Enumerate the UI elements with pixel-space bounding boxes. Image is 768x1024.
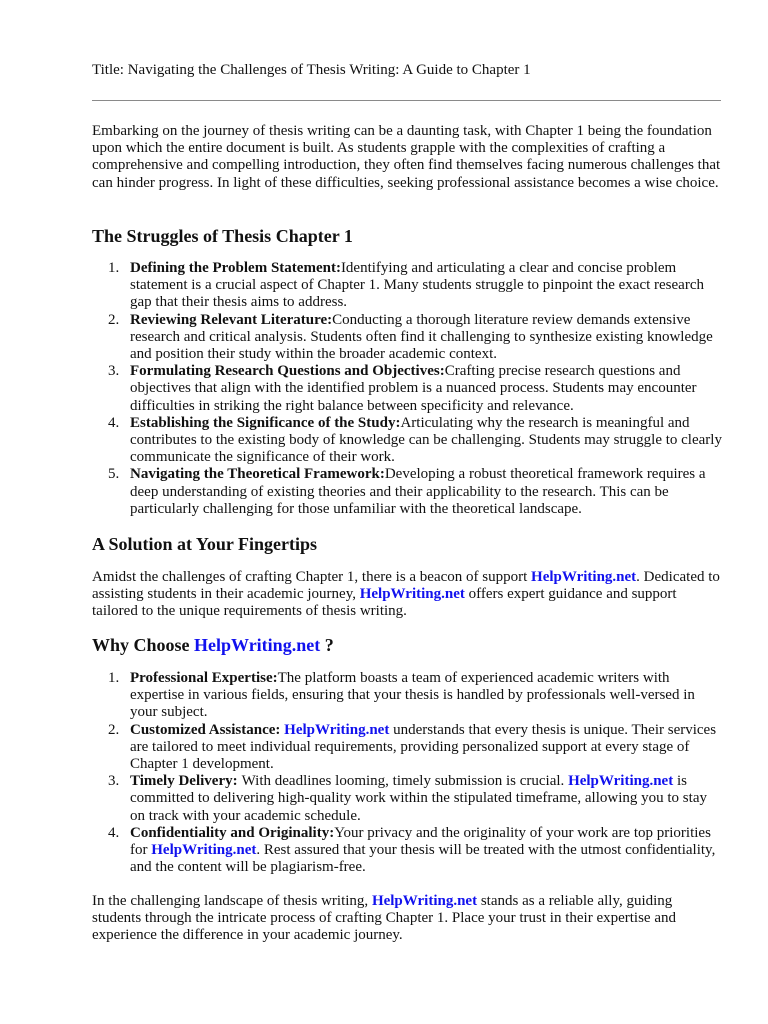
helpwriting-link[interactable]: HelpWriting.net	[531, 569, 637, 585]
item-text: Developing a robust theoretical framework requires a deep understanding of existing theories and their applicability to the research. This can be particularly challenging for those unfamiliar with the theoretical landscape.	[130, 466, 706, 517]
solution-text: . Dedicated to assisting students in their academic journey,	[92, 569, 720, 603]
list-number: 4.	[108, 414, 120, 431]
list-item	[92, 670, 722, 722]
list-number: 1.	[108, 260, 120, 276]
heading-text: Why Choose	[92, 635, 190, 655]
item-text: The platform boasts a team of experienced academic writers with expertise in various fields, ensuring that your thesis is handled by professionals well-versed in your subject.	[130, 670, 695, 721]
title-divider	[92, 100, 721, 101]
helpwriting-link[interactable]: HelpWriting.net	[371, 893, 478, 909]
item-title: Defining the Problem Statement:	[130, 260, 341, 276]
solution-text: offers expert guidance and support tailored to the unique requirements of thesis writing.	[92, 586, 677, 620]
struggles-list	[92, 260, 722, 518]
list-item	[92, 415, 722, 467]
item-text: Crafting precise research questions and objectives that align with the identified problem is a nuanced process. Students may encounter difficulties in striking the right balance between specificity and relevance.	[130, 363, 697, 414]
item-text: Conducting a thorough literature review demands extensive research and critical analysis. Students often find it challenging to synthesize existing knowledge and position their study within the broader academic context.	[130, 311, 713, 363]
list-item	[92, 722, 722, 774]
solution-heading: A Solution at Your Fingertips	[92, 534, 318, 554]
item-text: Your privacy and the originality of your work are top priorities for	[130, 824, 711, 859]
solution-paragraph	[92, 569, 722, 621]
item-text: is committed to delivering high-quality work within the stipulated timeframe, allowing you to stay on track with your academic schedule.	[130, 773, 707, 824]
item-title: Professional Expertise:	[130, 670, 278, 686]
helpwriting-link[interactable]: HelpWriting.net	[568, 773, 674, 790]
item-title: Establishing the Significance of the Study:	[130, 414, 401, 431]
list-item	[92, 312, 722, 364]
item-text: With deadlines looming, timely submission is crucial.	[241, 773, 565, 790]
document-title: Title: Navigating the Challenges of Thesis Writing: A Guide to Chapter 1	[92, 62, 531, 78]
item-title: Formulating Research Questions and Objectives:	[130, 363, 445, 380]
helpwriting-link[interactable]: HelpWriting.net	[151, 842, 257, 859]
list-item	[92, 466, 722, 518]
conclusion-paragraph	[92, 893, 722, 945]
item-text: understands that every thesis is unique. Their services are tailored to meet individual requirements, providing personalized support at every stage of Chapter 1 development.	[130, 721, 717, 773]
why-choose-list	[92, 670, 722, 876]
list-item	[92, 363, 722, 415]
helpwriting-link[interactable]: HelpWriting.net	[194, 635, 321, 655]
list-item	[92, 773, 722, 825]
item-title: Reviewing Relevant Literature:	[130, 311, 333, 328]
intro-paragraph: Embarking on the journey of thesis writing can be a daunting task, with Chapter 1 being the foundation upon which the entire document is built. As students grapple with the complexities of crafting a comprehensive and compelling introduction, they often find themselves facing numerous challenges that can hinder progress. In light of these difficulties, seeking professional assistance becomes a wise choice.	[92, 123, 721, 191]
list-number: 4.	[108, 824, 120, 841]
struggles-heading: The Struggles of Thesis Chapter 1	[92, 226, 353, 246]
conclusion-text: stands as a reliable ally, guiding students through the intricate process of crafting Chapter 1. Place your trust in their expertise and experience the difference in your academic journey.	[92, 893, 676, 944]
solution-text: Amidst the challenges of crafting Chapter 1, there is a beacon of support	[92, 569, 528, 585]
item-title: Customized Assistance:	[130, 721, 281, 738]
list-number: 2.	[108, 721, 120, 738]
list-number: 1.	[108, 670, 120, 686]
item-title: Timely Delivery:	[130, 773, 238, 790]
item-title: Confidentiality and Originality:	[130, 824, 335, 841]
list-item	[92, 825, 722, 877]
list-number: 3.	[108, 773, 120, 790]
helpwriting-link[interactable]: HelpWriting.net	[284, 721, 390, 738]
heading-text: ?	[324, 635, 334, 655]
item-text: . Rest assured that your thesis will be treated with the utmost confidentiality, and the content will be plagiarism-free.	[130, 842, 716, 876]
list-number: 5.	[108, 466, 120, 483]
helpwriting-link[interactable]: HelpWriting.net	[359, 586, 465, 603]
list-number: 2.	[108, 311, 120, 328]
item-text: Identifying and articulating a clear and concise problem statement is a crucial aspect of Chapter 1. Many students struggle to pinpoint the exact research gap that their thesis aims to address.	[130, 260, 704, 311]
item-title: Navigating the Theoretical Framework:	[130, 466, 385, 483]
list-number: 3.	[108, 363, 120, 380]
list-item	[92, 260, 722, 312]
why-choose-heading	[92, 634, 334, 656]
conclusion-text: In the challenging landscape of thesis writing,	[92, 893, 369, 909]
item-text: Articulating why the research is meaningful and contributes to the existing body of knowledge can be challenging. Students may struggle to clearly communicate the significance of their work.	[130, 414, 722, 466]
